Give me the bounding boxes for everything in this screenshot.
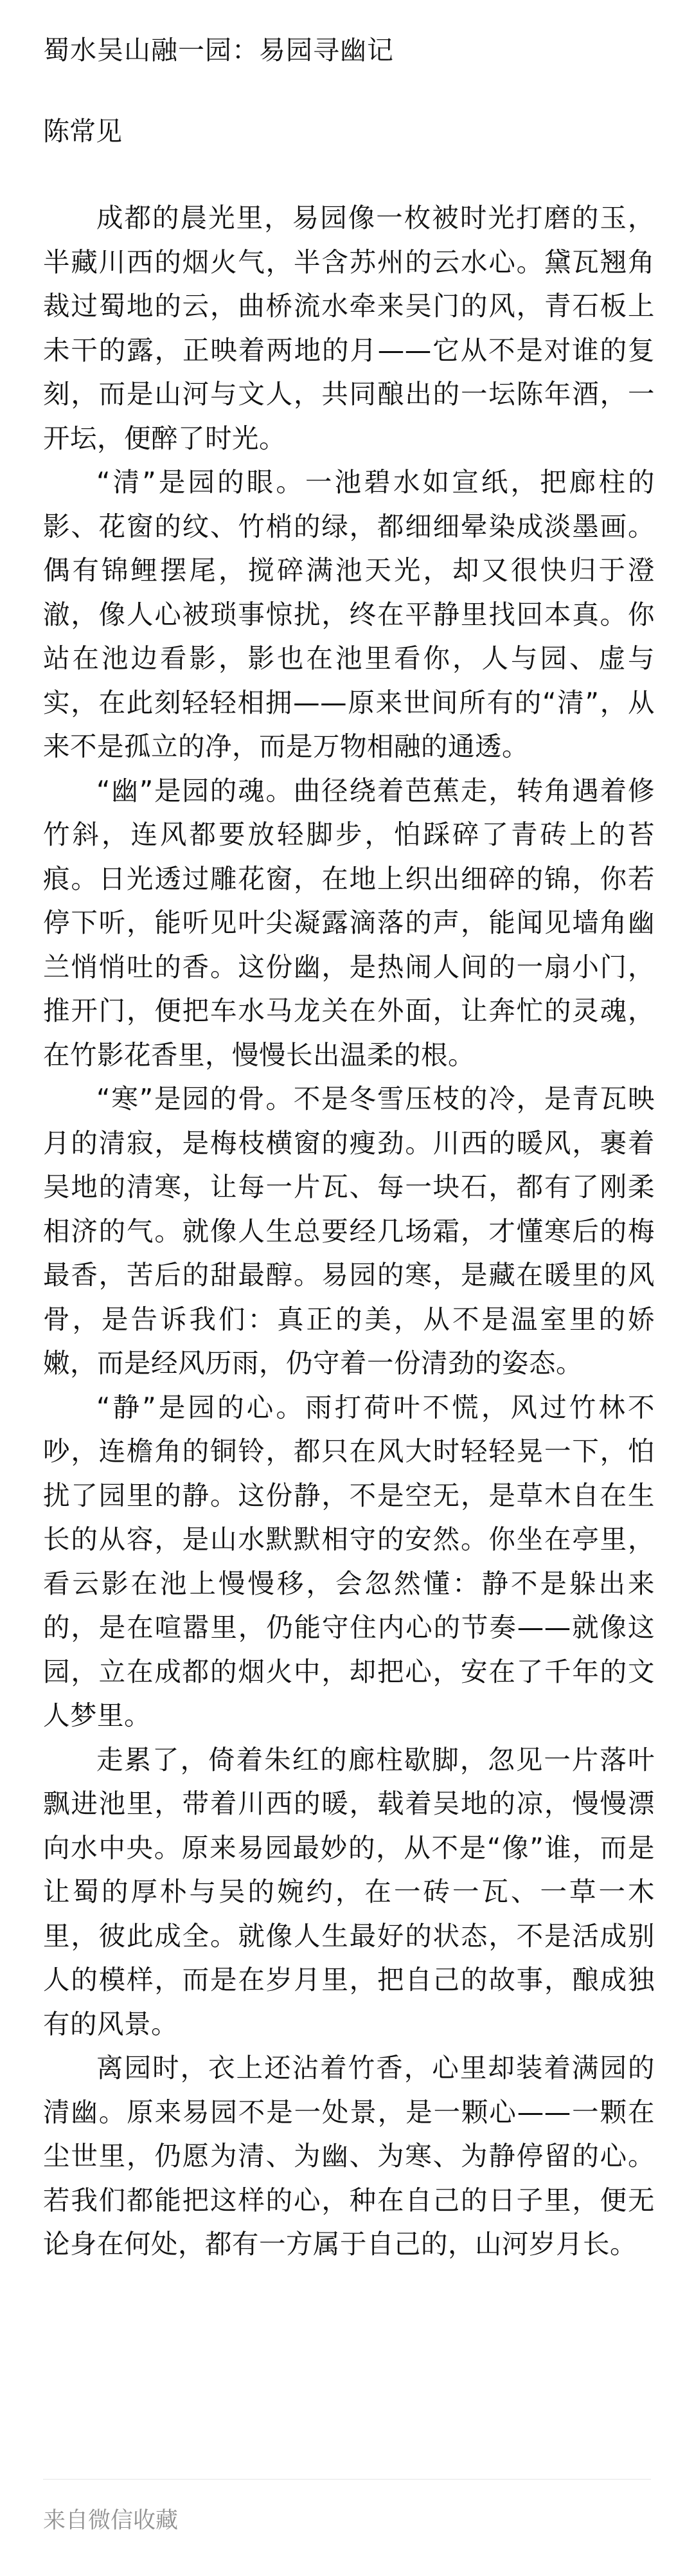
paragraph: 离园时，衣上还沾着竹香，心里却装着满园的清幽。原来易园不是一处景，是一颗心——一颗在尘世里，仍愿为清、为幽、为寒、为静停留的心。若我们都能把这样的心，种在自己的日子里，便无论身在何处，都有一方属于自己的，山河岁月长。 bbox=[43, 2052, 655, 2260]
article-author: 陈常见 bbox=[43, 116, 122, 147]
paragraph: 走累了，倚着朱红的廊柱歇脚，忽见一片落叶飘进池里，带着川西的暖，载着吴地的凉，慢慢漂向水中央。原来易园最妙的，从不是“像”谁，而是让蜀的厚朴与吴的婉约，在一砖一瓦、一草一木里，彼此成全。就像人生最好的状态，不是活成别人的模样，而是在岁月里，把自己的故事，酿成独有的风景。 bbox=[43, 1743, 655, 2040]
footer-divider bbox=[43, 2479, 651, 2480]
paragraph: 成都的晨光里，易园像一枚被时光打磨的玉，半藏川西的烟火气，半含苏州的云水心。黛瓦翘角裁过蜀地的云，曲桥流水牵来吴门的风，青石板上未干的露，正映着两地的月——它从不是对谁的复刻，而是山河与文人，共同酿出的一坛陈年酒，一开坛，便醉了时光。 bbox=[43, 202, 655, 454]
article-title: 蜀水吴山融一园：易园寻幽记 bbox=[43, 35, 394, 66]
source-label: 来自微信收藏 bbox=[43, 2508, 179, 2534]
paragraph: “清”是园的眼。一池碧水如宣纸，把廊柱的影、花窗的纹、竹梢的绿，都细细晕染成淡墨画。偶有锦鲤摆尾，搅碎满池天光，却又很快归于澄澈，像人心被琐事惊扰，终在平静里找回本真。你站在池边看影，影也在池里看你，人与园、虚与实，在此刻轻轻相拥——原来世间所有的“清”，从来不是孤立的净，而是万物相融的通透。 bbox=[43, 466, 655, 762]
article-body bbox=[43, 196, 655, 2267]
paragraph: “幽”是园的魂。曲径绕着芭蕉走，转角遇着修竹斜，连风都要放轻脚步，怕踩碎了青砖上的苔痕。日光透过雕花窗，在地上织出细碎的锦，你若停下听，能听见叶尖凝露滴落的声，能闻见墙角幽兰悄悄吐的香。这份幽，是热闹人间的一扇小门，推开门，便把车水马龙关在外面，让奔忙的灵魂，在竹影花香里，慢慢长出温柔的根。 bbox=[43, 774, 655, 1071]
paragraph: “寒”是园的骨。不是冬雪压枝的冷，是青瓦映月的清寂，是梅枝横窗的瘦劲。川西的暖风，裹着吴地的清寒，让每一片瓦、每一块石，都有了刚柔相济的气。就像人生总要经几场霜，才懂寒后的梅最香，苦后的甜最醇。易园的寒，是藏在暖里的风骨，是告诉我们：真正的美，从不是温室里的娇嫩，而是经风历雨，仍守着一份清劲的姿态。 bbox=[43, 1083, 655, 1379]
paragraph: “静”是园的心。雨打荷叶不慌，风过竹林不吵，连檐角的铜铃，都只在风大时轻轻晃一下，怕扰了园里的静。这份静，不是空无，是草木自在生长的从容，是山水默默相守的安然。你坐在亭里，看云影在池上慢慢移，会忽然懂：静不是躲出来的，是在喧嚣里，仍能守住内心的节奏——就像这园，立在成都的烟火中，却把心，安在了千年的文人梦里。 bbox=[43, 1391, 655, 1731]
